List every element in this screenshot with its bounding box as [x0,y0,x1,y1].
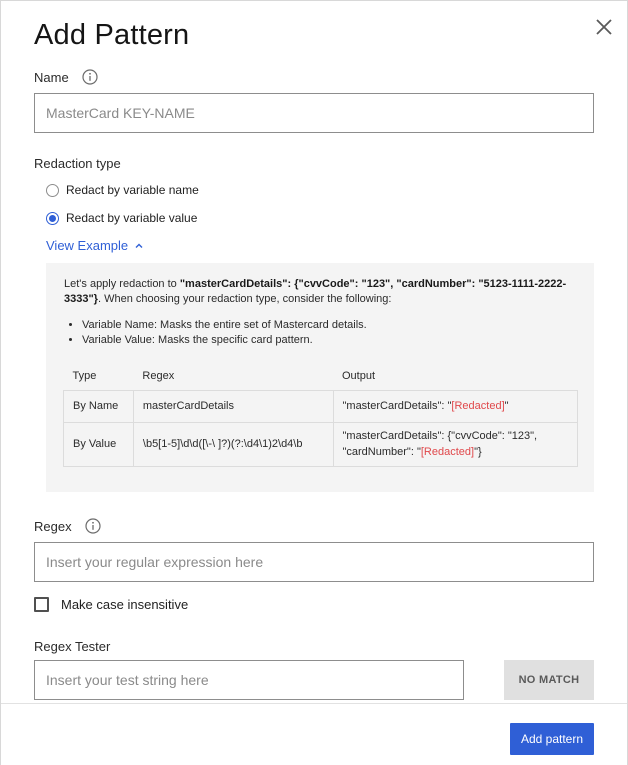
redaction-type-label: Redaction type [34,156,121,171]
header-regex: Regex [142,369,175,382]
regex-field[interactable] [34,542,594,582]
case-insensitive-row[interactable] [34,597,188,612]
name-field[interactable] [34,93,594,133]
add-pattern-button[interactable]: Add pattern [510,723,594,755]
example-intro-code: "masterCardDetails": {"cvvCode": "123", "cardNumber": "5123-1111-2222-3333"} [64,278,567,305]
header-type: Type [72,369,97,382]
name-label: Name [34,70,69,85]
example-intro [64,277,584,306]
table-header-row [64,362,578,390]
chevron-up-icon [134,242,144,250]
cell-regex: masterCardDetails [133,390,333,422]
tester-input[interactable] [46,672,463,688]
cell-type: By Value [64,422,134,466]
name-input[interactable] [46,105,593,121]
radio-label: Redact by variable value [66,211,198,225]
info-icon[interactable] [82,69,98,85]
output-suffix: "} [474,446,482,458]
close-button[interactable] [592,15,616,39]
cell-output [333,390,578,422]
example-bullets [82,318,367,348]
radio-redact-by-value[interactable] [46,211,197,225]
cell-regex: \b5[1-5]\d\d([\-\ ]?)(?:\d4\1)2\d4\b [133,422,333,466]
regex-label-row [34,518,101,534]
cell-type: By Name [64,390,134,422]
view-example-link[interactable] [46,238,144,253]
regex-label: Regex [34,519,72,534]
example-intro-suffix: . When choosing your redaction type, consider the following: [97,292,392,305]
tester-field[interactable] [34,660,464,700]
dialog-title: Add Pattern [34,19,190,51]
table-row [64,422,578,466]
radio-button-selected[interactable] [46,212,59,225]
header-output: Output [342,369,376,382]
view-example-label: View Example [46,238,129,253]
example-intro-prefix: Let's apply redaction to [64,278,180,290]
match-status-badge: NO MATCH [504,660,594,700]
radio-redact-by-name[interactable] [46,183,199,197]
output-suffix: " [504,400,509,412]
redacted-text: [Redacted] [451,400,505,412]
output-prefix: "masterCardDetails": " [342,400,452,412]
list-item: • Variable Value: Masks the specific card pattern. [82,333,367,348]
example-table [63,362,578,467]
case-insensitive-label: Make case insensitive [61,597,189,612]
example-panel [46,263,594,492]
regex-tester-label: Regex Tester [34,639,111,654]
info-icon[interactable] [85,518,101,534]
table-row [64,390,578,422]
close-icon [592,15,616,39]
radio-button[interactable] [46,184,59,197]
list-item: • Variable Name: Masks the entire set of Mastercard details. [82,318,367,333]
case-insensitive-checkbox[interactable] [34,597,49,612]
name-label-row [34,69,98,85]
cell-output [333,422,578,466]
output-prefix: "masterCardDetails": {"cvvCode": "123", "cardNumber": " [342,430,538,458]
radio-label: Redact by variable name [66,183,199,197]
regex-input[interactable] [46,554,593,570]
redacted-text: [Redacted] [420,446,475,458]
